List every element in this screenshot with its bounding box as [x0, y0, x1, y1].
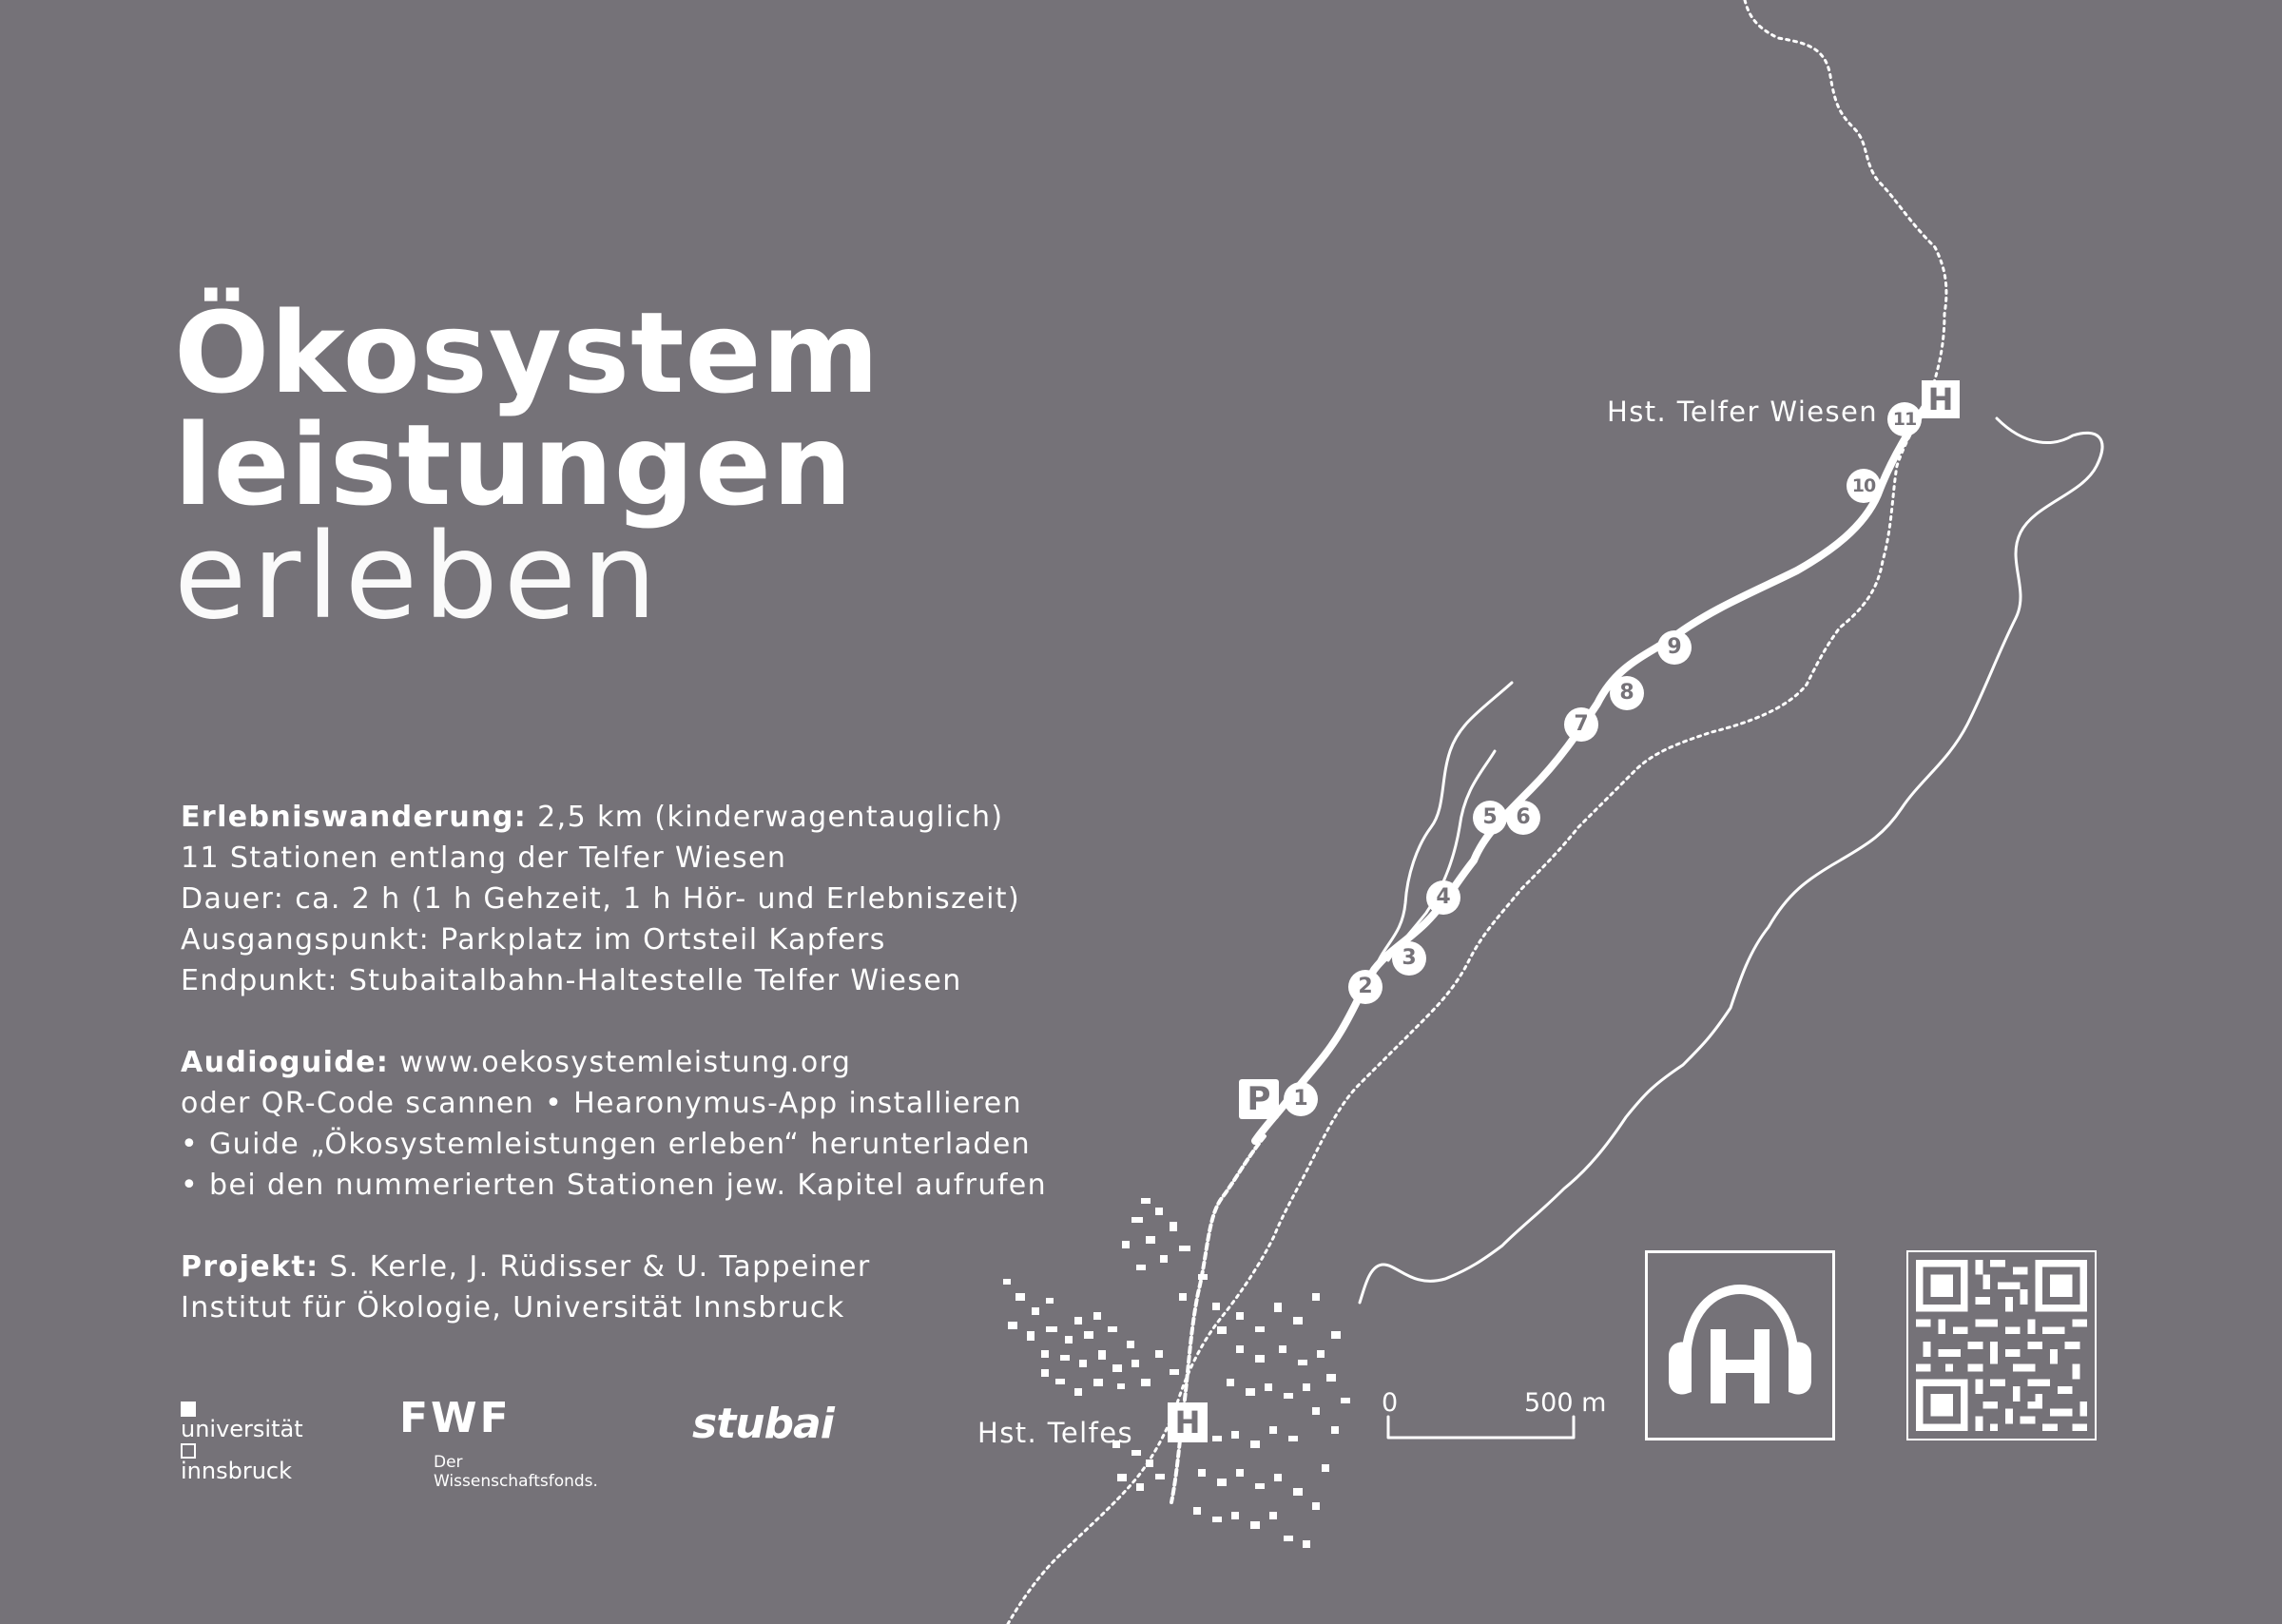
info-panel	[181, 797, 1047, 1369]
station-marker: 1	[1284, 1082, 1318, 1116]
station-marker: 10	[1847, 469, 1881, 503]
qr-code-pattern	[1908, 1252, 2095, 1439]
duration-line: Dauer: ca. 2 h (1 h Gehzeit, 1 h Hör- und Erlebniszeit)	[181, 882, 1021, 916]
filled-square-icon	[181, 1402, 196, 1417]
walk-line	[181, 797, 1047, 838]
scale-end-label: 500 m	[1524, 1388, 1607, 1418]
project-value: S. Kerle, J. Rüdisser & U. Tappeiner	[319, 1250, 871, 1284]
walk-value: 2,5 km (kinderwagentauglich)	[527, 801, 1004, 834]
walk-info	[181, 797, 1047, 1001]
walk-label: Erlebniswanderung:	[181, 801, 528, 834]
bus-stop-icon-south: H	[1168, 1402, 1208, 1442]
outline-square-icon	[181, 1443, 196, 1459]
stop-label-north: Hst. Telfer Wiesen	[1607, 396, 1879, 428]
page-title	[174, 287, 880, 646]
fwf-logo	[399, 1394, 598, 1491]
bus-stop-icon-north: H	[1922, 380, 1960, 418]
audio-line-4: • bei den nummerierten Stationen jew. Kapitel aufrufen	[181, 1169, 1048, 1202]
uibk-line-2: innsbruck	[181, 1458, 292, 1484]
map-scale	[1382, 1388, 1607, 1445]
station-marker: 11	[1887, 402, 1922, 436]
project-info	[181, 1247, 1047, 1328]
start-line: Ausgangspunkt: Parkplatz im Ortsteil Kapfers	[181, 923, 886, 957]
scale-start-label: 0	[1382, 1388, 1399, 1418]
audio-label: Audioguide:	[181, 1046, 390, 1079]
fwf-wordmark: FWF	[399, 1394, 512, 1442]
uibk-line-1: universität	[181, 1416, 303, 1442]
station-marker: 4	[1426, 880, 1460, 915]
stop-label-south: Hst. Telfes	[977, 1417, 1133, 1449]
station-marker: 9	[1657, 630, 1692, 665]
village-buildings	[1003, 1198, 1350, 1548]
stubai-logo: stubai	[692, 1400, 834, 1448]
project-label: Projekt:	[181, 1250, 319, 1284]
station-marker: 6	[1506, 801, 1540, 835]
station-marker: 7	[1564, 707, 1598, 742]
qr-code-icon[interactable]	[1906, 1250, 2097, 1440]
station-marker: 5	[1473, 801, 1507, 835]
project-line	[181, 1247, 1047, 1287]
parking-icon: P	[1239, 1079, 1279, 1119]
fwf-subtitle: Der Wissenschaftsfonds.	[434, 1453, 598, 1491]
audioguide-icon	[1645, 1250, 1835, 1440]
walking-route	[1255, 399, 1930, 1141]
stations-line: 11 Stationen entlang der Telfer Wiesen	[181, 841, 787, 875]
title-line-2: leistungen	[174, 399, 854, 531]
audio-info	[181, 1042, 1047, 1206]
institute-line: Institut für Ökologie, Universität Innsbruck	[181, 1291, 845, 1324]
station-marker: 2	[1348, 970, 1383, 1004]
audio-url[interactable]: www.oekosystemleistung.org	[389, 1046, 852, 1079]
audio-line-3: • Guide „Ökosystemleistungen erleben“ herunterladen	[181, 1128, 1032, 1161]
audio-line	[181, 1042, 1047, 1083]
station-marker: 8	[1610, 676, 1644, 710]
end-line: Endpunkt: Stubaitalbahn-Haltestelle Telfer Wiesen	[181, 964, 962, 997]
title-line-3: erleben	[174, 509, 663, 646]
uibk-logo	[181, 1398, 303, 1484]
audio-line-2: oder QR-Code scannen • Hearonymus-App installieren	[181, 1087, 1023, 1120]
title-line-1: Ökosystem	[174, 287, 880, 418]
station-marker: 3	[1392, 941, 1426, 976]
headphones-h-icon	[1648, 1253, 1832, 1438]
